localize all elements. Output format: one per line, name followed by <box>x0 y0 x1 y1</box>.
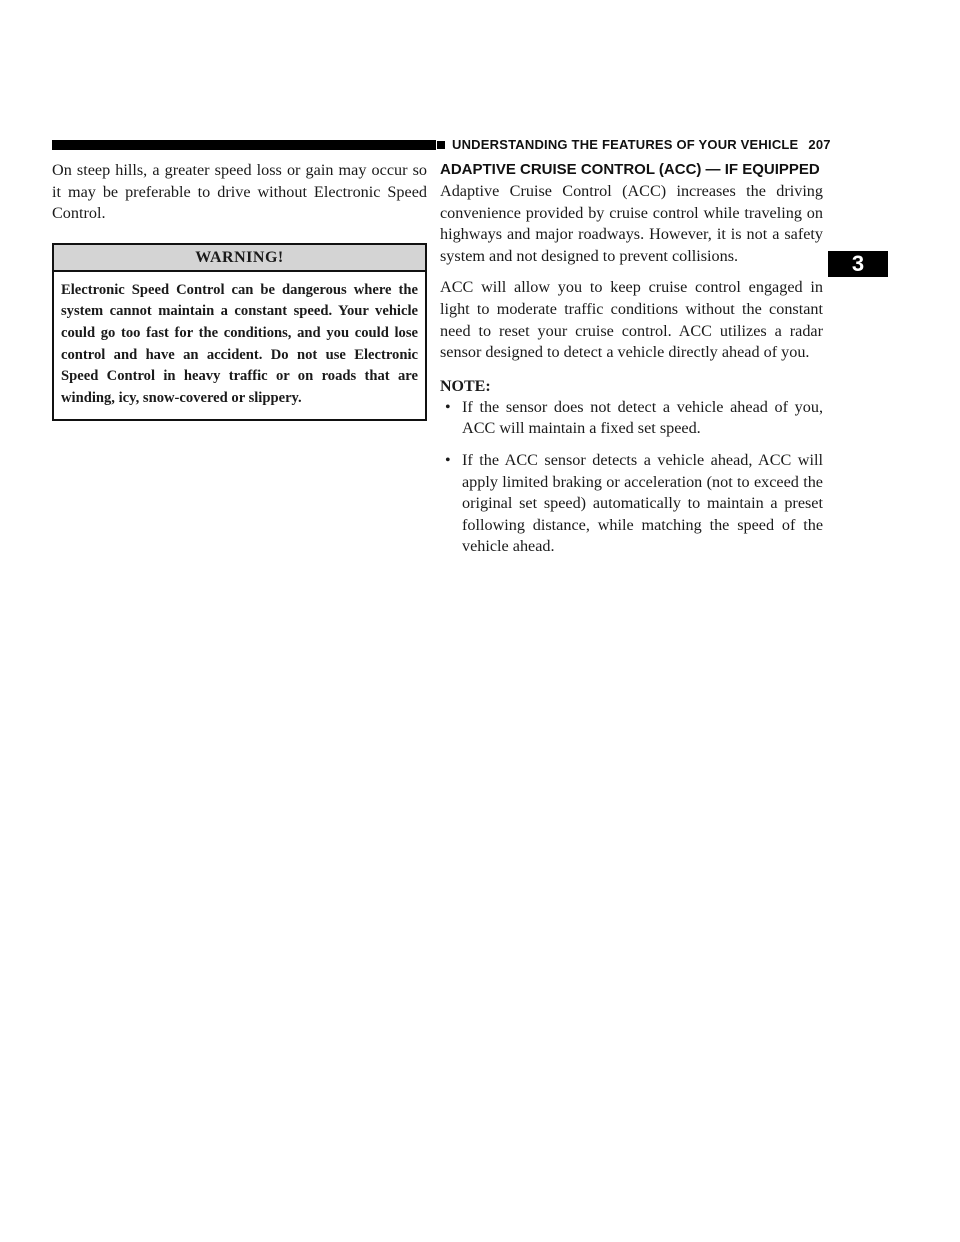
list-item <box>440 450 823 558</box>
bullet-text: If the ACC sensor detects a vehicle ahead, ACC will apply limited braking or acceleration (not to exceed the original set speed) automatically to maintain a preset following distance, while matching the speed of the vehicle ahead. <box>462 450 823 556</box>
left-column <box>52 160 427 421</box>
bullet-icon: • <box>445 451 451 469</box>
warning-body: Electronic Speed Control can be dangerous where the system cannot maintain a constant speed. Your vehicle could go too fast for the conditions, and you could lose control and have an accident. Do not use Electronic Speed Control in heavy traffic or on roads that are winding, icy, snow-covered or slippery. <box>61 281 418 406</box>
note-label: NOTE: <box>440 377 491 395</box>
warning-box <box>52 243 427 422</box>
section-heading: ADAPTIVE CRUISE CONTROL (ACC) — IF EQUIPPED <box>440 161 820 178</box>
running-header <box>452 137 831 152</box>
paragraph: ACC will allow you to keep cruise control engaged in light to moderate traffic conditions without the constant need to reset your cruise control. ACC utilizes a radar sensor designed to detect a vehicle directly ahead of you. <box>440 278 823 362</box>
list-item <box>440 397 823 440</box>
intro-paragraph: On steep hills, a greater speed loss or gain may occur so it may be preferable to drive without Electronic Speed Control. <box>52 161 427 223</box>
header-square-marker <box>437 141 445 149</box>
bullet-text: If the sensor does not detect a vehicle ahead of you, ACC will maintain a fixed set speed. <box>462 397 823 438</box>
header-rule <box>52 140 436 150</box>
header-section-title: UNDERSTANDING THE FEATURES OF YOUR VEHICLE <box>452 137 799 152</box>
bullet-icon: • <box>445 398 451 416</box>
chapter-tab: 3 <box>828 251 888 277</box>
paragraph: Adaptive Cruise Control (ACC) increases the driving convenience provided by cruise control while traveling on highways and major roadways. However, it is not a safety system and not designed to prevent collisions. <box>440 182 823 265</box>
right-column <box>440 160 823 568</box>
page-number: 207 <box>808 137 831 152</box>
note-bullet-list <box>440 397 823 558</box>
warning-title: WARNING! <box>54 245 425 272</box>
